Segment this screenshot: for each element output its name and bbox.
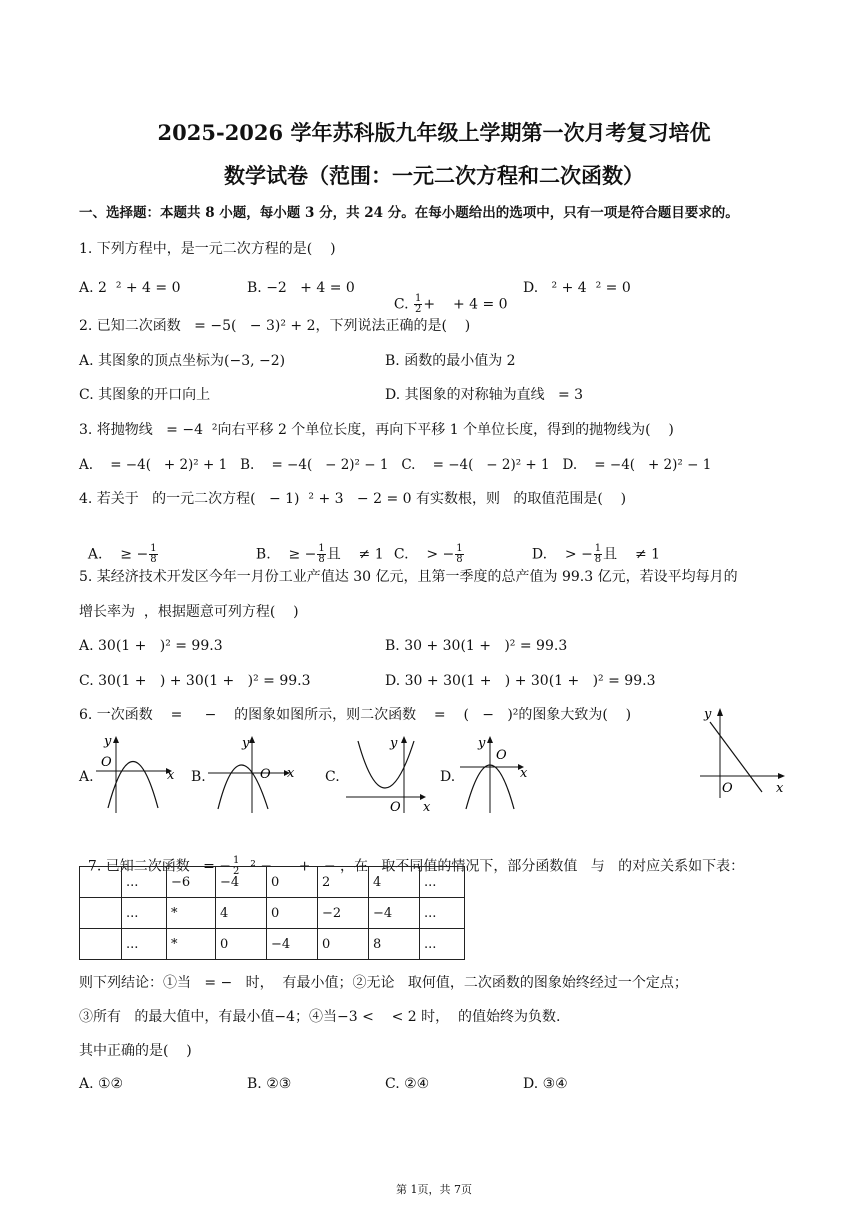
table-cell: −4 [267, 929, 318, 960]
q3-stem: 3. 将抛物线 = −4 ²向右平移 2 个单位长度，再向下平移 1 个单位长度，得到的抛物线为( ) [79, 422, 674, 438]
q7-option-a: A. ①② [79, 1076, 124, 1092]
q2-option-d: D. 其图象的对称轴为直线 = 3 [385, 387, 584, 403]
q6-linear-function-graph [700, 704, 792, 800]
q3-options: A. = −4( + 2)² + 1 B. = −4( − 2)² − 1 C. = −4( − 2)² + 1 D. = −4( + 2)² − 1 [79, 457, 712, 473]
q4-stem: 4. 若关于 的一元二次方程( − 1) ² + 3 − 2 = 0 有实数根，则 的取值范围是( ) [79, 491, 627, 507]
table-cell: 4 [216, 898, 267, 929]
origin-label: O [722, 781, 733, 796]
table-row [80, 867, 465, 898]
table-row [80, 898, 465, 929]
table-row [80, 929, 465, 960]
y-axis-label: y [478, 736, 486, 751]
q1-stem: 1. 下列方程中，是一元二次方程的是( ) [79, 241, 336, 257]
q1-option-b: B. −2 + 4 = 0 [247, 280, 355, 296]
q7-option-b: B. ②③ [247, 1076, 292, 1092]
x-axis-label: x [520, 766, 528, 781]
origin-label: O [260, 767, 271, 782]
fraction: $\frac{1}{8}$ [456, 543, 463, 565]
q6-option-c-label: C. [325, 769, 340, 785]
q6-graph-c [344, 733, 436, 815]
q1-option-a: A. 2 ² + 4 = 0 [79, 280, 181, 296]
q6-option-b-label: B. [191, 769, 206, 785]
table-cell: −6 [167, 867, 216, 898]
fraction: $\frac{1}{8}$ [318, 543, 325, 565]
table-cell: 4 [369, 867, 420, 898]
x-axis-label: x [167, 768, 175, 783]
q4-option-b: B. ≥ − $\frac{1}{8}$ 且 ≠ 1 [255, 543, 384, 565]
table-cell: * [167, 898, 216, 929]
table-cell: −4 [369, 898, 420, 929]
fraction: $\frac{1}{8}$ [594, 543, 602, 565]
x-axis-label: x [776, 781, 784, 796]
q6-graph-d [458, 733, 542, 815]
fraction: $\frac{1}{8}$ [150, 543, 157, 565]
origin-label: O [496, 748, 507, 763]
q7-option-c: C. ②④ [385, 1076, 430, 1092]
q6-stem: 6. 一次函数 = − 的图象如图所示，则二次函数 = ( − )²的图象大致为( ) [79, 707, 632, 723]
table-cell: ... [122, 867, 167, 898]
table-cell [80, 867, 122, 898]
y-axis-label: y [104, 734, 112, 749]
table-cell: * [167, 929, 216, 960]
q6-option-a-label: A. [79, 769, 94, 785]
x-axis-label: x [287, 766, 295, 781]
table-cell: −2 [318, 898, 369, 929]
table-cell: ... [122, 929, 167, 960]
origin-label: O [101, 755, 112, 770]
q2-stem: 2. 已知二次函数 = −5( − 3)² + 2，下列说法正确的是( ) [79, 318, 471, 334]
fraction: $\frac{1}{2}$ [415, 293, 422, 315]
table-cell: 0 [267, 867, 318, 898]
q2-option-b: B. 函数的最小值为 2 [385, 353, 516, 369]
q7-stem: 7. 已知二次函数 = − $\frac{1}{2}$ ² − + − ，在 取不同值的情况下，部分函数值 与 的对应关系如下表： [87, 855, 745, 877]
q4-option-d: D. > − $\frac{1}{8}$ 且 ≠ 1 [531, 543, 661, 565]
table-cell: 0 [216, 929, 267, 960]
title-line-2: 数学试卷（范围：一元二次方程和二次函数） [224, 163, 644, 188]
q1-option-d: D. ² + 4 ² = 0 [523, 280, 631, 296]
q4-option-a: A. ≥ − $\frac{1}{8}$ [87, 543, 157, 565]
q5-option-b: B. 30 + 30(1 + )² = 99.3 [385, 638, 568, 654]
fraction: $\frac{1}{2}$ [232, 855, 240, 877]
y-axis-label: y [704, 707, 712, 722]
q7-option-d: D. ③④ [523, 1076, 568, 1092]
table-cell: −4 [216, 867, 267, 898]
title-line-1: 2025-2026 学年苏科版九年级上学期第一次月考复习培优 [157, 120, 711, 145]
q7-conclusion-line-1: 则下列结论：①当 = − 时， 有最小值；②无论 取何值，二次函数的图象始终经过一个定点； [79, 975, 688, 991]
table-cell: ... [420, 867, 465, 898]
page-footer: 第 1页，共 7页 [396, 1183, 472, 1196]
q5-stem-line-1: 5. 某经济技术开发区今年一月份工业产值达 30 亿元，且第一季度的总产值为 99.3 亿元，若设平均每月的 [79, 569, 738, 585]
origin-label: O [390, 800, 401, 815]
table-cell: 0 [267, 898, 318, 929]
value-table [79, 866, 465, 960]
table-cell: 8 [369, 929, 420, 960]
table-cell [80, 898, 122, 929]
table-cell: 0 [318, 929, 369, 960]
section-heading: 一、选择题：本题共 8 小题，每小题 3 分，共 24 分。在每小题给出的选项中，只有一项是符合题目要求的。 [79, 205, 739, 221]
x-axis-label: x [423, 800, 431, 815]
table-cell [80, 929, 122, 960]
table-cell: ... [122, 898, 167, 929]
q5-option-d: D. 30 + 30(1 + ) + 30(1 + )² = 99.3 [385, 673, 656, 689]
q5-stem-line-2: 增长率为 ，根据题意可列方程( ) [79, 604, 299, 620]
q2-option-c: C. 其图象的开口向上 [79, 387, 211, 403]
q1-option-c: C. $\frac{1}{2}$ + + 4 = 0 [393, 293, 508, 315]
q2-option-a: A. 其图象的顶点坐标为(−3, −2) [79, 353, 286, 369]
table-cell: ... [420, 929, 465, 960]
table-cell: ... [420, 898, 465, 929]
q6-graph-a [96, 733, 180, 815]
table-cell: 2 [318, 867, 369, 898]
q6-graph-b [208, 733, 302, 815]
y-axis-label: y [390, 736, 398, 751]
q5-option-a: A. 30(1 + )² = 99.3 [79, 638, 223, 654]
q7-ask: 其中正确的是( ) [79, 1043, 192, 1059]
q6-option-d-label: D. [440, 769, 456, 785]
y-axis-label: y [242, 736, 250, 751]
q4-option-c: C. > − $\frac{1}{8}$ [393, 543, 463, 565]
q7-conclusion-line-2: ③所有 的最大值中，有最小值−4；④当−3 < < 2 时， 的值始终为负数. [79, 1009, 561, 1025]
q5-option-c: C. 30(1 + ) + 30(1 + )² = 99.3 [79, 673, 311, 689]
